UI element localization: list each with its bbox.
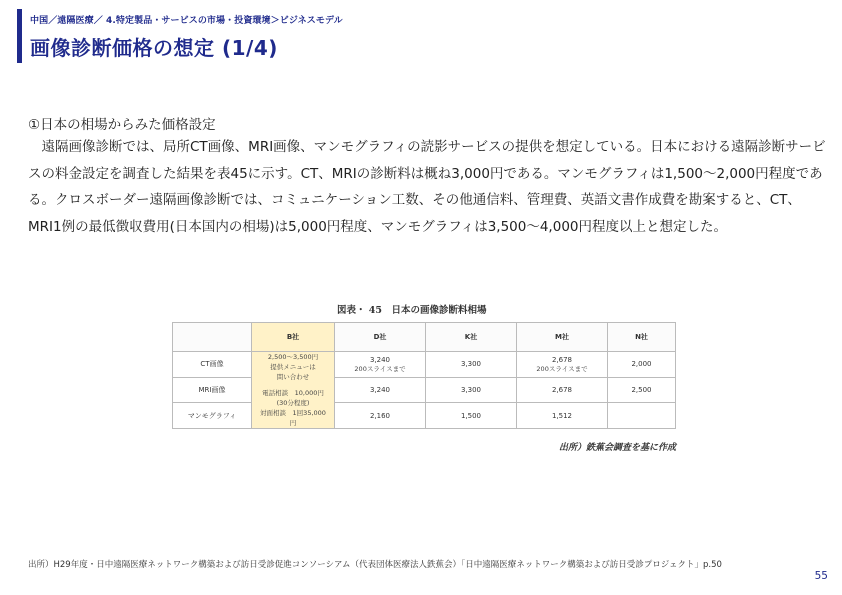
table-header-m: M社 xyxy=(517,323,608,352)
cell-ct-m xyxy=(517,352,608,378)
table-row xyxy=(173,403,676,429)
figure-source: 出所）鉄蕉会調査を基に作成 xyxy=(558,443,676,453)
b-company-cell xyxy=(252,352,335,429)
figure-caption: 図表・ 45 日本の画像診断料相場 xyxy=(337,305,487,316)
table-header-k: K社 xyxy=(426,323,517,352)
table-row xyxy=(173,352,676,378)
body-paragraph: 遠隔画像診断では、局所CT画像、MRI画像、マンモグラフィの読影サービスの提供を想定している。日本における遠隔診断サービスの料金設定を調査した結果を表45に示す。CT、MRIの診断料は概ね3,000円である。マンモグラフィは1,500～2,000円程度である。クロスボーダー遠隔画像診断では、コミュニケーション工数、その他通信料、管理費、英語文書作成費を勘案すると、CT、MRI1例の最低徴収費用(日本国内の相場)は5,000円程度、マンモグラフィは3,500～4,000円程度以上と想定した。 xyxy=(28,139,826,235)
cell-mri-n: 2,500 xyxy=(608,377,676,403)
page-number: 55 xyxy=(814,570,828,582)
row-label-mri: MRI画像 xyxy=(173,377,252,403)
value-ct-m: 2,678 xyxy=(551,355,573,364)
cell-mammo-d: 2,160 xyxy=(335,403,426,429)
cell-mammo-m: 1,512 xyxy=(517,403,608,429)
b-note-line: 対面相談 1回35,000 xyxy=(260,409,326,417)
table-header-corner xyxy=(173,323,252,352)
cell-mammo-n xyxy=(608,403,676,429)
cell-mammo-k: 1,500 xyxy=(426,403,517,429)
cell-mri-m: 2,678 xyxy=(517,377,608,403)
b-note-line: 2,500～3,500円 xyxy=(267,353,319,361)
page-title: 画像診断価格の想定 (1/4) xyxy=(30,36,278,60)
table-header-d: D社 xyxy=(335,323,426,352)
b-note-line: 電話相談 10,000円 xyxy=(262,389,324,397)
price-figure xyxy=(172,300,682,460)
price-table xyxy=(172,322,676,429)
cell-mri-d: 3,240 xyxy=(335,377,426,403)
cell-ct-n: 2,000 xyxy=(608,352,676,378)
row-label-mammo: マンモグラフィ xyxy=(173,403,252,429)
table-row xyxy=(173,377,676,403)
title-accent-bar xyxy=(17,9,22,63)
note-ct-m: 200スライスまで xyxy=(536,364,588,373)
b-note-line: 円 xyxy=(289,419,297,427)
footer-source: 出所）H29年度・日中遠隔医療ネットワーク構築および訪日受診促進コンソーシアム（代表団体医療法人鉄蕉会）「日中遠隔医療ネットワーク構築および訪日受診プロジェクト」p.50 xyxy=(28,560,722,570)
breadcrumb: 中国／遠隔医療／ 4.特定製品・サービスの市場・投資環境＞ビジネスモデル xyxy=(30,16,343,26)
table-header-row xyxy=(173,323,676,352)
table-header-b: B社 xyxy=(252,323,335,352)
cell-ct-k: 3,300 xyxy=(426,352,517,378)
cell-mri-k: 3,300 xyxy=(426,377,517,403)
note-ct-d: 200スライスまで xyxy=(354,364,406,373)
section-heading: ①日本の相場からみた価格設定 xyxy=(28,117,216,133)
cell-ct-d xyxy=(335,352,426,378)
b-note-line: (30分程度) xyxy=(276,399,310,407)
b-note-line: 問い合わせ xyxy=(276,373,310,381)
table-header-n: N社 xyxy=(608,323,676,352)
value-ct-d: 3,240 xyxy=(369,355,391,364)
b-note-line: 提供メニューは xyxy=(270,363,316,371)
row-label-ct: CT画像 xyxy=(173,352,252,378)
